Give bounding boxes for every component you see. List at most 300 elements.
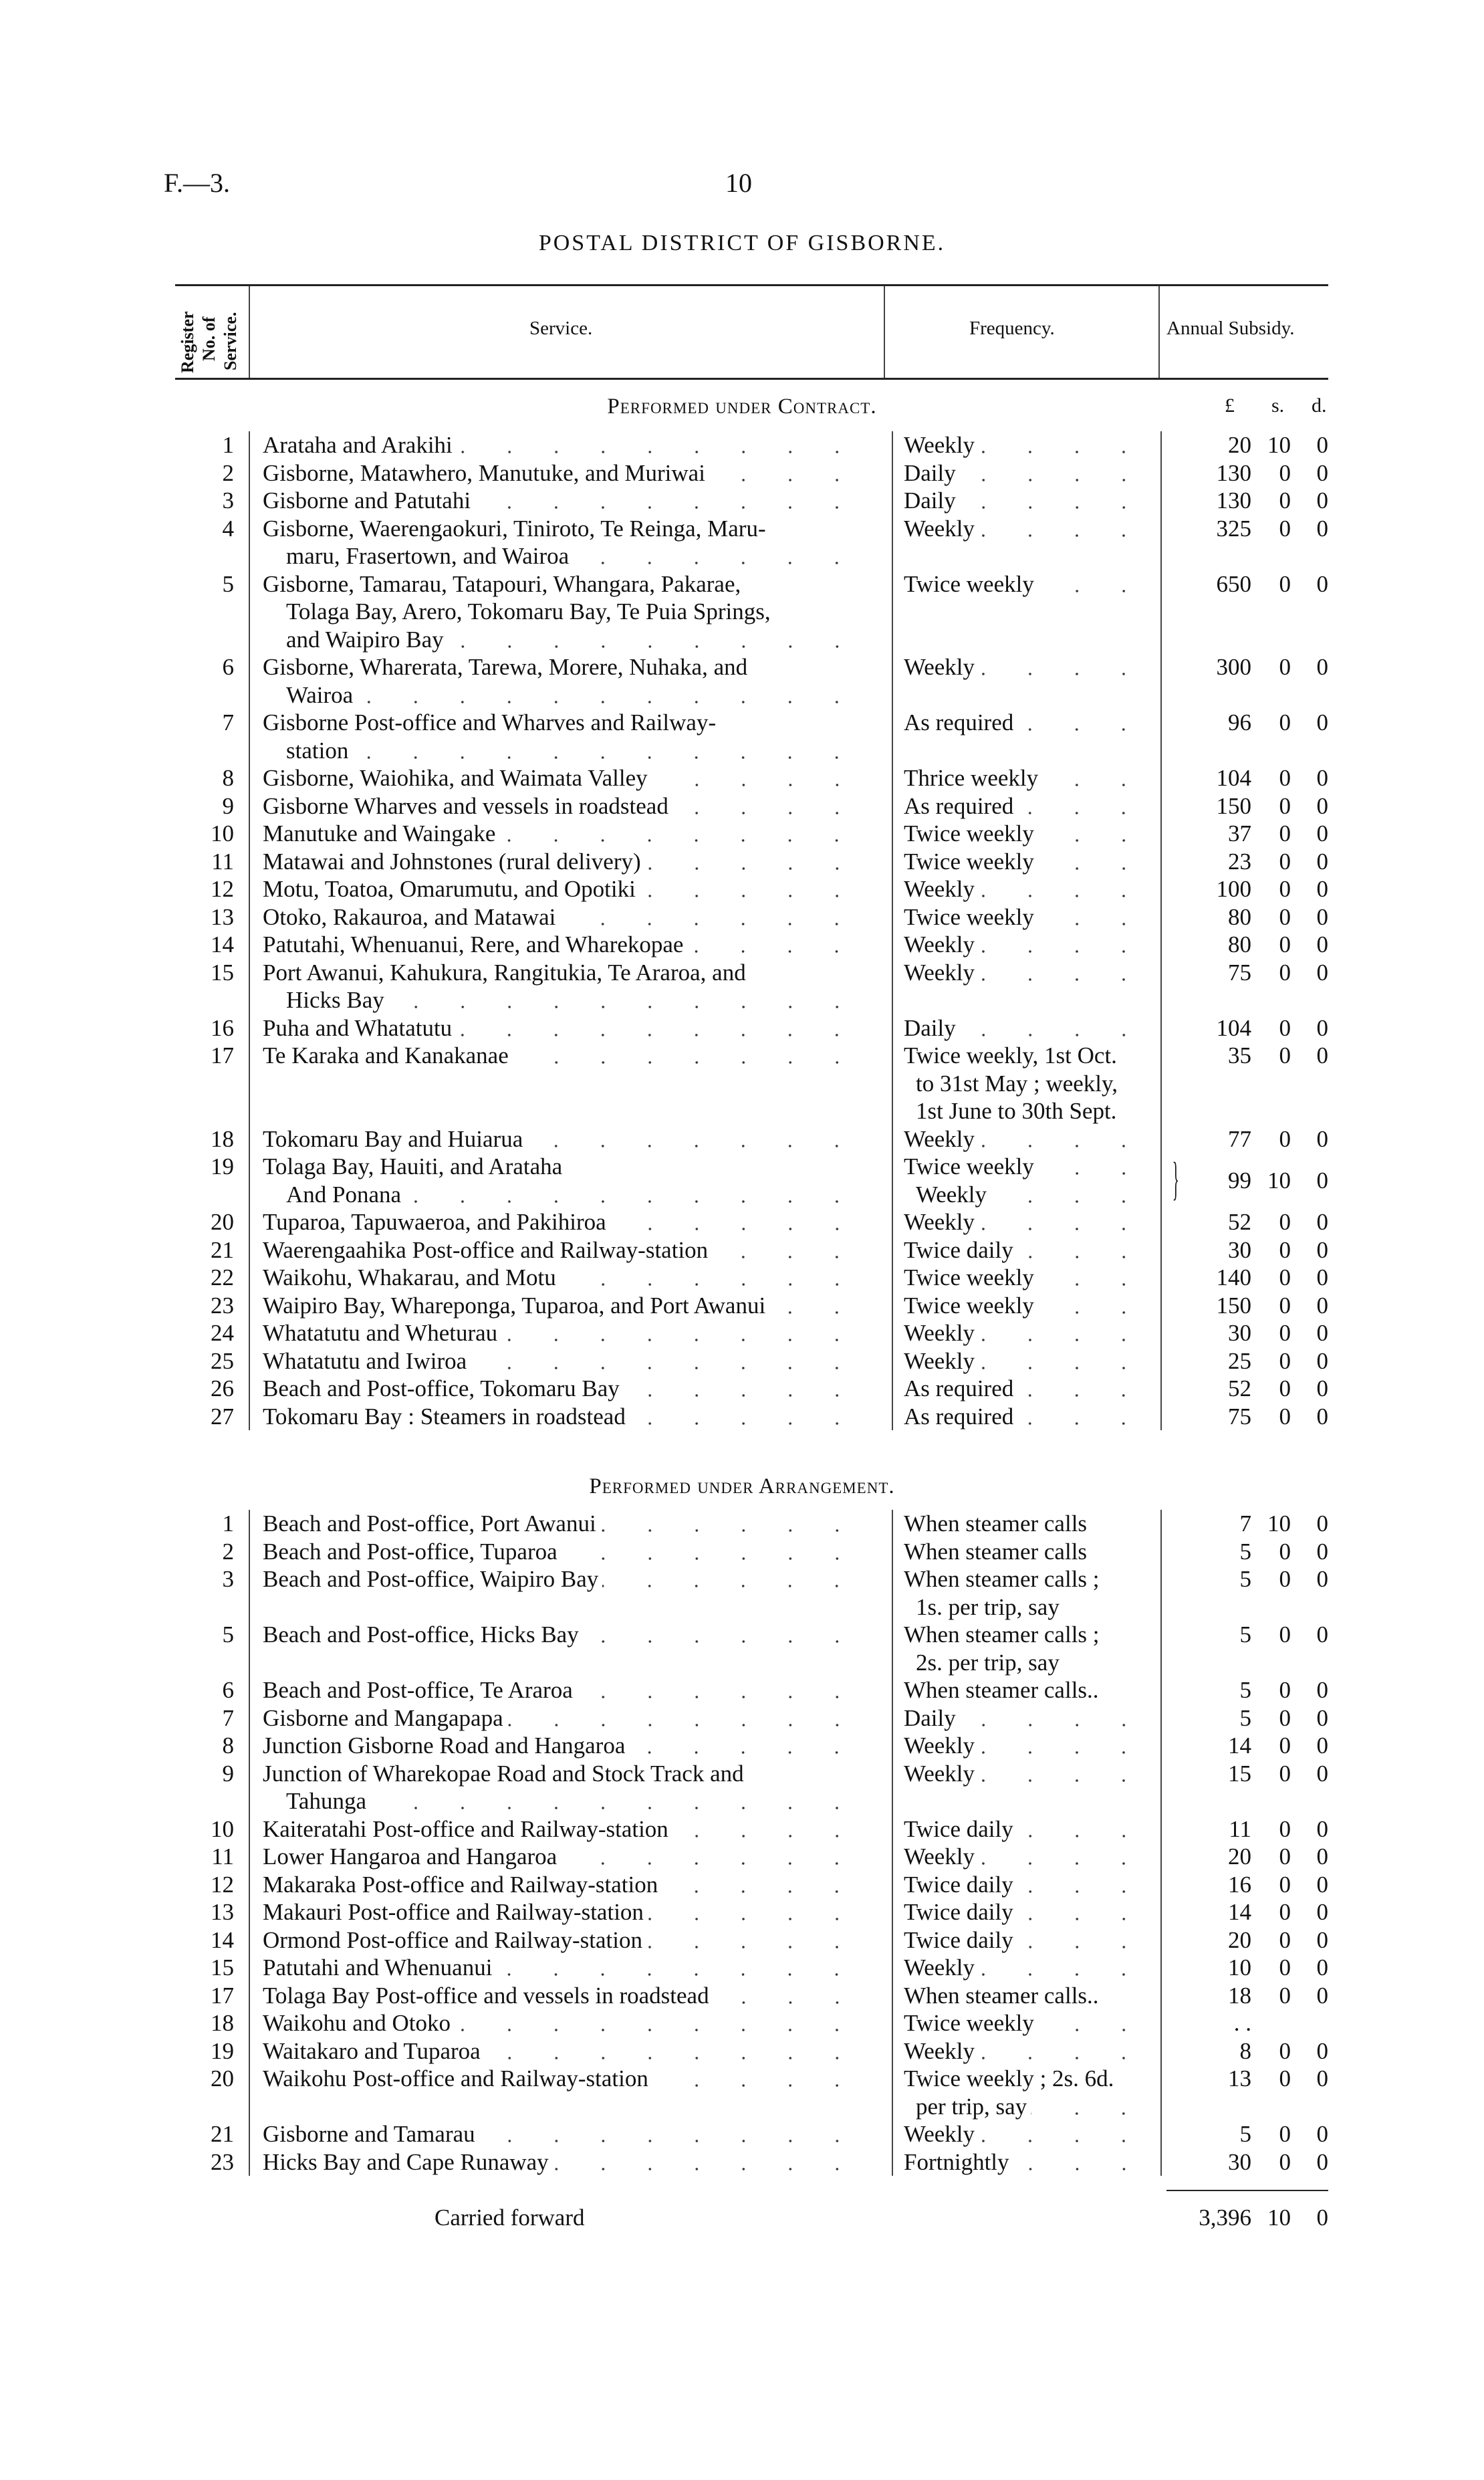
dot-leader xyxy=(357,681,860,709)
service-text: Tolaga Bay, Arero, Tokomaru Bay, Te Puia Springs, xyxy=(286,598,771,625)
column-divider xyxy=(892,1510,893,2176)
service-text: Beach and Post-office, Port Awanui xyxy=(263,1510,596,1537)
service-text: Gisborne Post-office and Wharves and Railway- xyxy=(263,709,717,736)
service-cell xyxy=(263,2037,864,2065)
subsidy-pounds: 11 xyxy=(1229,1815,1251,1842)
service-text: Gisborne, Matawhero, Manutuke, and Muriwai xyxy=(263,459,705,486)
register-number: 22 xyxy=(211,1264,234,1290)
subsidy-pounds: 75 xyxy=(1228,959,1251,986)
frequency-line xyxy=(904,1871,1151,1899)
register-number: 15 xyxy=(211,959,234,986)
subsidy-pounds: . . xyxy=(1233,2010,1251,2036)
dot-leader xyxy=(640,875,860,903)
subsidy-shillings: 0 xyxy=(1279,1209,1291,1235)
frequency-line xyxy=(904,1898,1151,1926)
frequency-line xyxy=(904,1815,1151,1843)
frequency-cell xyxy=(904,959,1151,987)
register-number: 13 xyxy=(211,1899,234,1925)
service-text: Makauri Post-office and Railway-station xyxy=(263,1899,644,1925)
subsidy-pounds: 96 xyxy=(1228,709,1251,736)
frequency-line xyxy=(904,1510,1151,1538)
subsidy-pence: 0 xyxy=(1316,709,1328,736)
frequency-text: When steamer calls xyxy=(904,1510,1088,1537)
service-text: Beach and Post-office, Te Araroa xyxy=(263,1677,573,1703)
subsidy-pounds: 5 xyxy=(1239,1677,1251,1703)
frequency-text: 2s. per trip, say xyxy=(916,1649,1060,1676)
table-row xyxy=(0,764,1484,792)
dot-leader xyxy=(979,653,1147,681)
register-number: 11 xyxy=(211,1843,234,1870)
service-line xyxy=(263,1871,864,1899)
dot-leader xyxy=(573,542,860,570)
frequency-line xyxy=(904,1042,1151,1070)
table-row xyxy=(0,931,1484,959)
register-number: 5 xyxy=(222,1621,234,1648)
service-cell xyxy=(263,931,864,959)
frequency-cell xyxy=(904,1208,1151,1236)
frequency-text: Twice weekly xyxy=(904,848,1034,875)
frequency-cell xyxy=(904,709,1151,737)
frequency-text: Weekly xyxy=(904,1760,975,1787)
dot-leader xyxy=(662,1871,860,1899)
dot-leader xyxy=(561,1843,860,1871)
subsidy-pence: 0 xyxy=(1316,876,1328,902)
frequency-text: Weekly xyxy=(904,1347,975,1374)
frequency-cell xyxy=(904,1621,1151,1676)
dot-leader xyxy=(652,764,860,792)
frequency-line xyxy=(904,1704,1151,1732)
dot-leader xyxy=(629,1732,860,1760)
service-text: Whatatutu and Wheturau xyxy=(263,1320,498,1346)
frequency-line xyxy=(904,1760,1151,1788)
subsidy-pence: 0 xyxy=(1316,1760,1328,1787)
dot-leader xyxy=(485,2037,860,2065)
subsidy-pounds: 35 xyxy=(1228,1042,1251,1068)
register-number: 20 xyxy=(211,1209,234,1235)
subsidy-pence: 0 xyxy=(1316,1125,1328,1152)
dot-leader xyxy=(652,2065,860,2093)
frequency-cell xyxy=(904,1898,1151,1926)
service-cell xyxy=(263,1208,864,1236)
service-text: Waikohu Post-office and Railway-station xyxy=(263,2065,648,2092)
frequency-cell xyxy=(904,2065,1151,2120)
frequency-line xyxy=(904,1649,1151,1677)
frequency-text: As required xyxy=(904,792,1014,819)
subsidy-shillings: 0 xyxy=(1279,1704,1291,1731)
dot-leader xyxy=(630,1403,860,1431)
table-row xyxy=(0,1403,1484,1431)
subsidy-shillings: 0 xyxy=(1279,820,1291,847)
service-text: Tahunga xyxy=(286,1788,367,1814)
table-row xyxy=(0,1153,1484,1208)
table-row xyxy=(0,1926,1484,1954)
frequency-text: Twice daily xyxy=(904,1899,1013,1925)
frequency-cell xyxy=(904,820,1151,848)
subsidy-pence: 0 xyxy=(1316,1167,1328,1194)
service-text: Beach and Post-office, Hicks Bay xyxy=(263,1621,579,1648)
table-row xyxy=(0,1843,1484,1871)
frequency-text: Weekly xyxy=(904,432,975,458)
frequency-line xyxy=(904,1926,1151,1954)
service-text: Port Awanui, Kahukura, Rangitukia, Te Araroa, and xyxy=(263,959,746,986)
subsidy-pounds: 80 xyxy=(1228,903,1251,930)
service-cell xyxy=(263,1621,864,1649)
header-top-rule xyxy=(175,284,1328,286)
dot-leader xyxy=(1017,1926,1147,1954)
subsidy-pence: 0 xyxy=(1316,570,1328,597)
subsidy-pounds: 52 xyxy=(1228,1209,1251,1235)
subsidy-shillings: 10 xyxy=(1267,432,1291,458)
service-cell xyxy=(263,1982,864,2010)
frequency-cell xyxy=(904,1375,1151,1403)
frequency-text: Twice weekly xyxy=(904,1264,1034,1290)
frequency-line xyxy=(904,1347,1151,1375)
subsidy-pounds: 20 xyxy=(1228,432,1251,458)
total-pence: 0 xyxy=(1316,2205,1328,2231)
frequency-line xyxy=(904,959,1151,987)
subsidy-pounds: 150 xyxy=(1216,1292,1251,1319)
subsidy-shillings: 0 xyxy=(1279,1871,1291,1898)
service-text: Gisborne, Tamarau, Tatapouri, Whangara, Pakarae, xyxy=(263,570,741,597)
service-cell xyxy=(263,1898,864,1926)
subsidy-pounds: 20 xyxy=(1228,1843,1251,1870)
frequency-text: 1st June to 30th Sept. xyxy=(916,1098,1117,1124)
frequency-text: Weekly xyxy=(916,1181,987,1208)
service-cell xyxy=(263,653,864,709)
service-text: Beach and Post-office, Tuparoa xyxy=(263,1538,558,1565)
table-row xyxy=(0,1375,1484,1403)
frequency-line xyxy=(904,764,1151,792)
table-row xyxy=(0,2037,1484,2065)
subsidy-shillings: 0 xyxy=(1279,1621,1291,1648)
subsidy-shillings: 0 xyxy=(1279,709,1291,736)
frequency-text: Twice daily xyxy=(904,1871,1013,1898)
subsidy-pounds: 30 xyxy=(1228,2148,1251,2175)
subsidy-pence: 0 xyxy=(1316,820,1328,847)
register-number: 21 xyxy=(211,1236,234,1263)
service-cell xyxy=(263,1704,864,1732)
dot-leader xyxy=(1038,903,1147,931)
service-line xyxy=(263,764,864,792)
frequency-cell xyxy=(904,1264,1151,1292)
register-number: 27 xyxy=(211,1403,234,1430)
column-divider xyxy=(884,286,885,378)
frequency-cell xyxy=(904,515,1151,543)
table-row xyxy=(0,570,1484,654)
register-number: 11 xyxy=(211,848,234,875)
subsidy-shillings: 0 xyxy=(1279,1320,1291,1346)
total-rule xyxy=(1166,2190,1328,2191)
subsidy-shillings: 0 xyxy=(1279,1954,1291,1981)
service-line xyxy=(263,542,864,570)
dot-leader xyxy=(672,792,860,820)
frequency-cell xyxy=(904,1236,1151,1264)
document-reference: F.—3. xyxy=(164,168,231,198)
subsidy-pence: 0 xyxy=(1316,1926,1328,1953)
subsidy-shillings: 10 xyxy=(1267,1167,1291,1194)
service-cell xyxy=(263,1264,864,1292)
dot-leader xyxy=(583,1621,860,1649)
subsidy-pence: 0 xyxy=(1316,2148,1328,2175)
dot-leader xyxy=(979,2120,1147,2148)
register-number: 12 xyxy=(211,1871,234,1898)
subsidy-pounds: 104 xyxy=(1216,765,1251,791)
dot-leader xyxy=(960,1704,1147,1732)
service-cell xyxy=(263,1538,864,1566)
service-text: Wairoa xyxy=(286,681,354,708)
frequency-cell xyxy=(904,848,1151,876)
service-line xyxy=(263,1787,864,1815)
subsidy-pounds: 5 xyxy=(1239,1704,1251,1731)
dot-leader xyxy=(960,487,1147,515)
register-number: 9 xyxy=(222,792,234,819)
table-row xyxy=(0,1014,1484,1042)
service-cell xyxy=(263,1510,864,1538)
table-row xyxy=(0,1236,1484,1264)
column-divider xyxy=(249,286,250,378)
dot-leader xyxy=(479,2120,860,2148)
subsidy-shillings: 0 xyxy=(1279,931,1291,957)
dot-leader xyxy=(457,431,860,459)
dot-leader xyxy=(560,1264,860,1292)
frequency-cell xyxy=(904,1815,1151,1843)
register-number: 2 xyxy=(222,1538,234,1565)
dot-leader xyxy=(979,1125,1147,1153)
frequency-text: Daily xyxy=(904,487,956,514)
column-divider xyxy=(1158,286,1160,378)
frequency-cell xyxy=(904,1292,1151,1320)
frequency-text: Twice daily xyxy=(904,1815,1013,1842)
frequency-line xyxy=(904,931,1151,959)
table-row xyxy=(0,1125,1484,1153)
subsidy-pence: 0 xyxy=(1316,1843,1328,1870)
service-text: maru, Frasertown, and Wairoa xyxy=(286,543,570,569)
subsidy-pounds: 5 xyxy=(1239,2121,1251,2147)
service-text: Junction Gisborne Road and Hangaroa xyxy=(263,1732,626,1759)
dot-leader xyxy=(979,431,1147,459)
service-cell xyxy=(263,1153,864,1208)
subsidy-shillings: 0 xyxy=(1279,2065,1291,2092)
subsidy-pence: 0 xyxy=(1316,1292,1328,1319)
service-line xyxy=(263,1732,864,1760)
table-row xyxy=(0,1510,1484,1538)
register-number: 24 xyxy=(211,1320,234,1346)
subsidy-pence: 0 xyxy=(1316,903,1328,930)
frequency-line xyxy=(904,2148,1151,2176)
frequency-cell xyxy=(904,1926,1151,1954)
frequency-line xyxy=(904,903,1151,931)
subsidy-pounds: 20 xyxy=(1228,1926,1251,1953)
frequency-text: Weekly xyxy=(904,959,975,986)
service-cell xyxy=(263,2065,864,2093)
subsidy-pounds: 140 xyxy=(1216,1264,1251,1290)
frequency-cell xyxy=(904,1042,1151,1125)
dot-leader xyxy=(1017,709,1147,737)
frequency-line xyxy=(904,1843,1151,1871)
subsidy-shillings: 0 xyxy=(1279,765,1291,791)
register-number: 8 xyxy=(222,1732,234,1759)
service-line xyxy=(263,1704,864,1732)
service-text: Junction of Wharekopae Road and Stock Track and xyxy=(263,1760,744,1787)
subsidy-pence: 0 xyxy=(1316,459,1328,486)
table-row xyxy=(0,709,1484,764)
subsidy-pence: 0 xyxy=(1316,1510,1328,1537)
subsidy-shillings: 0 xyxy=(1279,1292,1291,1319)
service-text: Patutahi and Whenuanui xyxy=(263,1954,493,1981)
frequency-text: Weekly xyxy=(904,1125,975,1152)
service-line xyxy=(263,1181,864,1209)
frequency-line xyxy=(904,1070,1151,1098)
dot-leader xyxy=(405,1181,860,1209)
frequency-line xyxy=(904,459,1151,487)
register-number: 16 xyxy=(211,1014,234,1041)
service-text: Gisborne, Waerengaokuri, Tiniroto, Te Reinga, Maru- xyxy=(263,515,766,542)
table-row xyxy=(0,1732,1484,1760)
table-row xyxy=(0,903,1484,931)
service-line xyxy=(263,986,864,1014)
service-cell xyxy=(263,1014,864,1042)
register-number: 12 xyxy=(211,876,234,902)
service-text: Gisborne and Tamarau xyxy=(263,2121,475,2147)
service-line xyxy=(263,1125,864,1153)
dot-leader xyxy=(979,931,1147,959)
register-number: 25 xyxy=(211,1347,234,1374)
subsidy-pence: 0 xyxy=(1316,1982,1328,2009)
register-number: 17 xyxy=(211,1042,234,1068)
subsidy-shillings: 0 xyxy=(1279,459,1291,486)
register-number-header xyxy=(175,288,249,374)
table-row xyxy=(0,2148,1484,2176)
dot-leader xyxy=(455,2009,860,2037)
service-text: Gisborne and Patutahi xyxy=(263,487,471,514)
frequency-line xyxy=(904,1153,1151,1181)
subsidy-pence: 0 xyxy=(1316,1347,1328,1374)
frequency-text: Weekly xyxy=(904,1320,975,1346)
frequency-line xyxy=(904,1319,1151,1347)
dot-leader xyxy=(979,959,1147,987)
subsidy-shillings: 0 xyxy=(1279,2037,1291,2064)
subsidy-pounds: 325 xyxy=(1216,515,1251,542)
subsidy-pence: 0 xyxy=(1316,1236,1328,1263)
dot-leader xyxy=(713,1982,860,2010)
service-text: Puha and Whatatutu xyxy=(263,1014,453,1041)
subsidy-shillings: 0 xyxy=(1279,1677,1291,1703)
service-line xyxy=(263,1760,864,1788)
frequency-text: Weekly xyxy=(904,654,975,680)
frequency-cell xyxy=(904,1125,1151,1153)
register-number: 19 xyxy=(211,1153,234,1179)
frequency-line xyxy=(904,1621,1151,1649)
service-cell xyxy=(263,1403,864,1431)
frequency-text: Weekly xyxy=(904,1732,975,1759)
dot-leader xyxy=(709,459,860,487)
subsidy-pence: 0 xyxy=(1316,931,1328,957)
table-row xyxy=(0,1982,1484,2010)
subsidy-pounds: 52 xyxy=(1228,1375,1251,1401)
dot-leader xyxy=(979,2037,1147,2065)
service-cell xyxy=(263,1732,864,1760)
register-number: 10 xyxy=(211,820,234,847)
frequency-text: When steamer calls.. xyxy=(904,1677,1099,1703)
dot-leader xyxy=(646,1926,860,1954)
dot-leader xyxy=(499,820,860,848)
service-line xyxy=(263,1042,864,1070)
service-text: Hicks Bay and Cape Runaway xyxy=(263,2148,549,2175)
service-line xyxy=(263,1676,864,1704)
dot-leader xyxy=(1017,1375,1147,1403)
subsidy-pounds: 80 xyxy=(1228,931,1251,957)
frequency-line xyxy=(904,1125,1151,1153)
frequency-line xyxy=(904,820,1151,848)
table-row xyxy=(0,1264,1484,1292)
subsidy-shillings: 0 xyxy=(1279,1760,1291,1787)
subsidy-shillings: 0 xyxy=(1279,654,1291,680)
subsidy-pence: 0 xyxy=(1316,1320,1328,1346)
dot-leader xyxy=(979,515,1147,543)
subsidy-pence: 0 xyxy=(1316,1899,1328,1925)
service-line xyxy=(263,515,864,543)
brace-mark: } xyxy=(1172,1153,1179,1205)
dot-leader xyxy=(1013,2148,1147,2176)
frequency-line xyxy=(904,875,1151,903)
subsidy-shillings: 0 xyxy=(1279,1236,1291,1263)
frequency-text: Twice weekly xyxy=(904,820,1034,847)
dot-leader xyxy=(560,903,860,931)
service-line xyxy=(263,1954,864,1982)
frequency-cell xyxy=(904,1538,1151,1566)
register-number: 3 xyxy=(222,1566,234,1592)
frequency-line xyxy=(904,1954,1151,1982)
table-row xyxy=(0,1347,1484,1375)
register-number: 19 xyxy=(211,2037,234,2064)
header-bottom-rule xyxy=(175,378,1328,380)
contract-table xyxy=(0,431,1484,1430)
subsidy-pence: 0 xyxy=(1316,1954,1328,1981)
subsidy-pence: 0 xyxy=(1316,2121,1328,2147)
service-text: Whatatutu and Iwiroa xyxy=(263,1347,467,1374)
dot-leader xyxy=(979,1954,1147,1982)
subsidy-pounds: 130 xyxy=(1216,459,1251,486)
column-divider xyxy=(1160,1510,1162,2176)
service-text: Arataha and Arakihi xyxy=(263,432,453,458)
dot-leader xyxy=(1038,1153,1147,1181)
dot-leader xyxy=(624,1375,860,1403)
subsidy-pence: 0 xyxy=(1316,1014,1328,1041)
service-line xyxy=(263,487,864,515)
frequency-text: per trip, say xyxy=(916,2093,1027,2120)
subsidy-shillings: 0 xyxy=(1279,1014,1291,1041)
service-cell xyxy=(263,1042,864,1070)
service-text: Tuparoa, Tapuwaeroa, and Pakihiroa xyxy=(263,1209,606,1235)
frequency-cell xyxy=(904,1014,1151,1042)
service-cell xyxy=(263,570,864,654)
frequency-cell xyxy=(904,2037,1151,2065)
subsidy-pounds: 30 xyxy=(1228,1236,1251,1263)
frequency-line xyxy=(904,2065,1151,2093)
register-number: 3 xyxy=(222,487,234,514)
subsidy-shillings: 0 xyxy=(1279,2121,1291,2147)
register-number: 13 xyxy=(211,903,234,930)
dot-leader xyxy=(501,1319,860,1347)
frequency-cell xyxy=(904,903,1151,931)
subsidy-pounds: 100 xyxy=(1216,876,1251,902)
frequency-cell xyxy=(904,1510,1151,1538)
frequency-line xyxy=(904,653,1151,681)
frequency-cell xyxy=(904,1565,1151,1621)
service-cell xyxy=(263,792,864,820)
frequency-line xyxy=(904,1236,1151,1264)
frequency-line xyxy=(904,1181,1151,1209)
